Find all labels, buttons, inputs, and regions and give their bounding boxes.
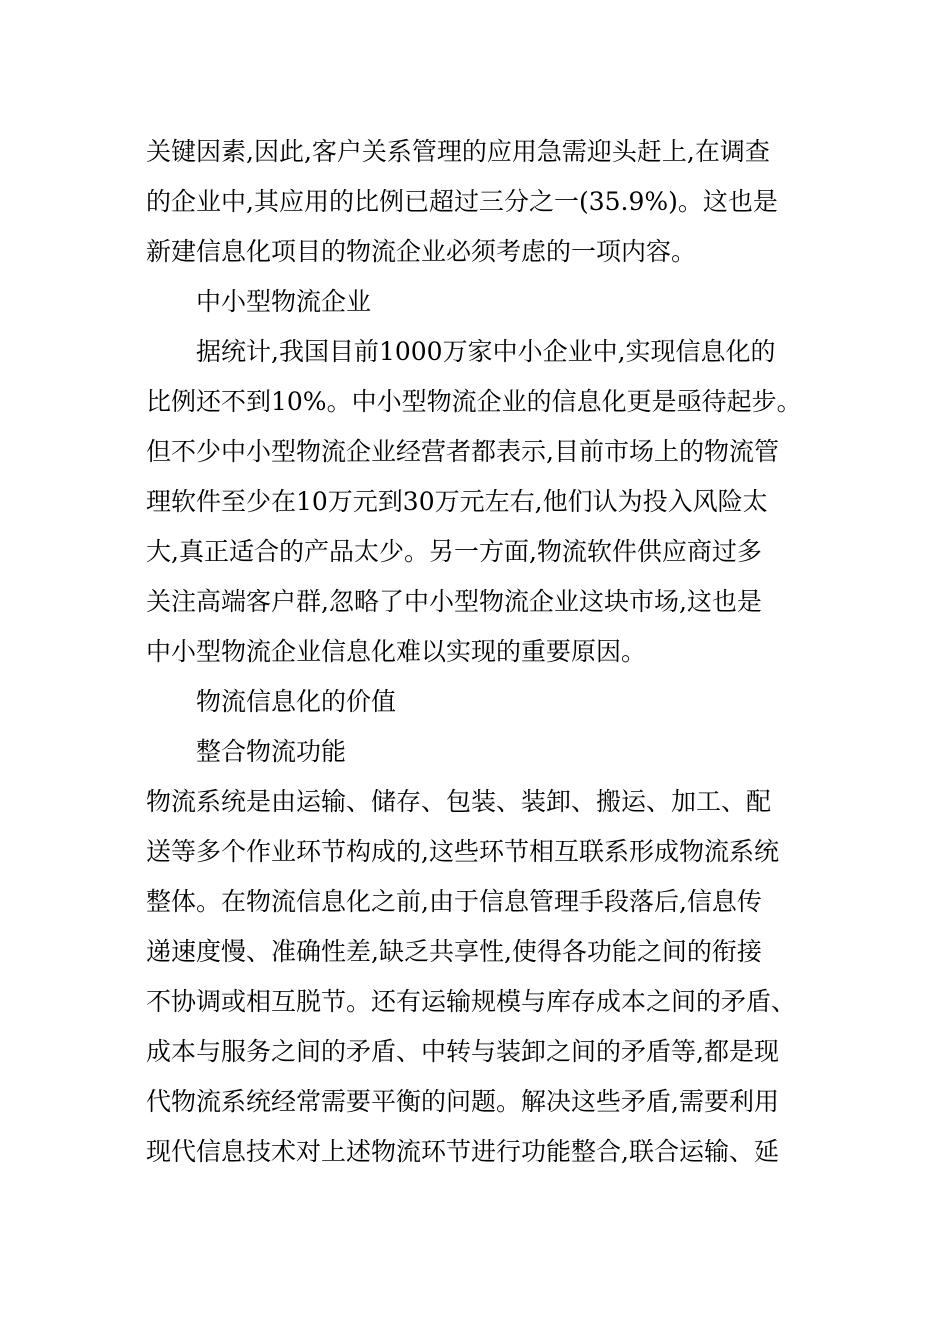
section-heading: 整合物流功能 xyxy=(196,737,347,766)
text-line: 关注高端客户群,忽略了中小型物流企业这块市场,这也是 xyxy=(146,587,762,616)
text-line: 送等多个作业环节构成的,这些环节相互联系形成物流系统 xyxy=(146,837,779,866)
text-line: 关键因素,因此,客户关系管理的应用急需迎头赶上,在调查 xyxy=(146,137,770,166)
text-line: 代物流系统经常需要平衡的问题。解决这些矛盾,需要利用 xyxy=(146,1087,779,1116)
text-line: 大,真正适合的产品太少。另一方面,物流软件供应商过多 xyxy=(146,537,762,566)
text-line: 比例还不到10%。中小型物流企业的信息化更是亟待起步。 xyxy=(146,387,802,416)
text-line: 理软件至少在10万元到30万元左右,他们认为投入风险太 xyxy=(146,487,768,516)
text-line: 据统计,我国目前1000万家中小企业中,实现信息化的 xyxy=(196,337,776,366)
section-heading: 中小型物流企业 xyxy=(196,287,372,316)
text-line: 整体。在物流信息化之前,由于信息管理手段落后,信息传 xyxy=(146,887,762,916)
text-line: 递速度慢、准确性差,缺乏共享性,使得各功能之间的衔接 xyxy=(146,937,762,966)
text-line: 但不少中小型物流企业经营者都表示,目前市场上的物流管 xyxy=(146,437,779,466)
text-line: 新建信息化项目的物流企业必须考虑的一项内容。 xyxy=(146,237,697,266)
text-line: 现代信息技术对上述物流环节进行功能整合,联合运输、延 xyxy=(146,1137,779,1166)
text-line: 物流系统是由运输、储存、包装、装卸、搬运、加工、配 xyxy=(146,787,772,816)
section-heading: 物流信息化的价值 xyxy=(196,687,397,716)
text-line: 的企业中,其应用的比例已超过三分之一(35.9%)。这也是 xyxy=(146,187,778,216)
text-line: 中小型物流企业信息化难以实现的重要原因。 xyxy=(146,637,647,666)
text-line: 不协调或相互脱节。还有运输规模与库存成本之间的矛盾、 xyxy=(146,987,797,1016)
document-body xyxy=(146,127,806,1177)
text-line: 成本与服务之间的矛盾、中转与装卸之间的矛盾等,都是现 xyxy=(146,1037,779,1066)
